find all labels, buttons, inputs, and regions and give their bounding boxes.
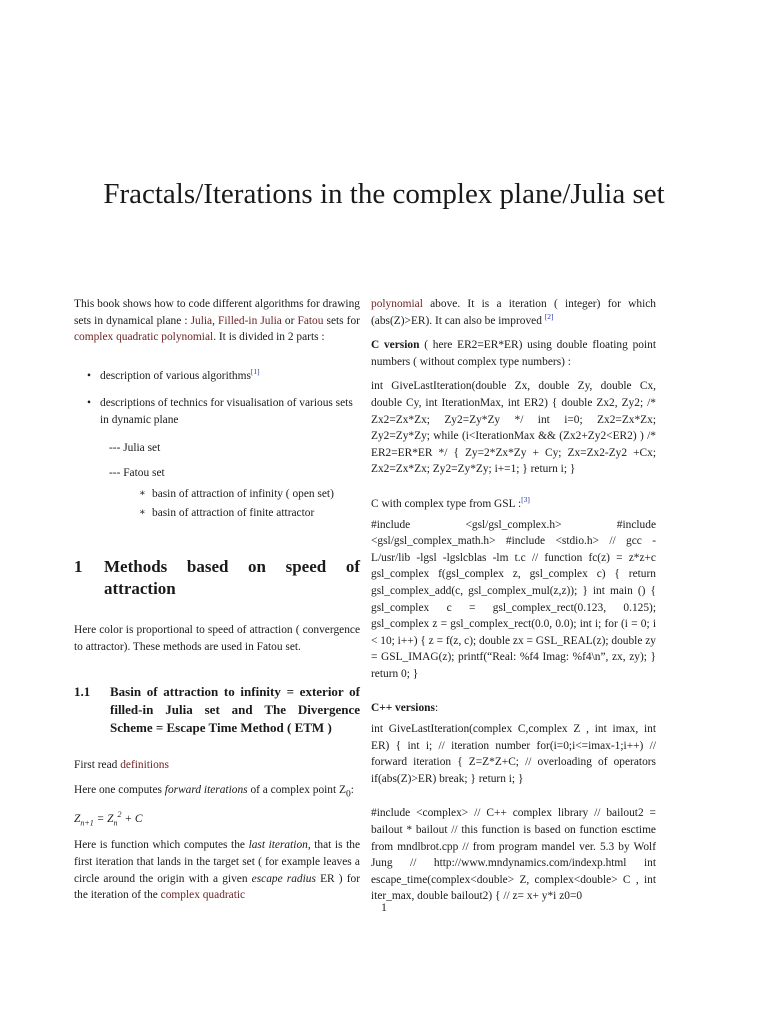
- text-link[interactable]: complex quadratic polynomial: [74, 331, 214, 344]
- section-heading-1: [74, 556, 360, 600]
- emphasis: forward iterations: [164, 783, 248, 796]
- subscript: 0: [345, 789, 351, 799]
- right-column: [371, 296, 656, 913]
- page-number: 1: [381, 902, 387, 914]
- parts-list: [74, 368, 360, 429]
- text-run: . It is divided in 2 parts :: [213, 331, 325, 344]
- text-run: sets for: [323, 314, 360, 327]
- text-run: of a complex point Z: [247, 783, 346, 796]
- sublist-julia-set: --- Julia set: [109, 441, 161, 454]
- text-run: Here one computes: [74, 783, 165, 796]
- list-item: [74, 368, 360, 385]
- text-run: Z: [74, 812, 81, 825]
- sublist-basin-infinity: ∗ basin of attraction of infinity ( open set): [152, 486, 360, 503]
- code-block-c: int GiveLastIteration(double Zx, double Zy, double Cx, double Cy, int IterationMax, int ER2) { double Zx2, Zy2; /* Zx2=Zx*Zx; Zy2=Zy*Zy */ int i=0; Zx2=Zx*Zx; Zy2=Zy*Zy; while (i<IterationMax && (Zx2+Zy2<ER2) ) /* ER2=ER*ER */ { Zy=2*Zx*Zy + Cy; Zx=Zx2-Zy2 +Cx; Zx2=Zx*Zx; Zy2=Zy*Zy; i+=1; } return i; }: [371, 380, 656, 476]
- emphasis: escape radius: [251, 872, 316, 885]
- section-heading-1-1: [74, 683, 360, 737]
- text-run: This book shows how to code different algorithms for drawing sets in dynamical plane :: [74, 298, 360, 327]
- emphasis: last iteration: [248, 839, 308, 852]
- intro-paragraph: [74, 296, 360, 346]
- sublist-fatou-set: --- Fatou set: [109, 467, 165, 480]
- computes-paragraph: [74, 782, 360, 803]
- gsl-intro: [371, 496, 656, 513]
- text-link[interactable]: Filled-in Julia: [218, 314, 282, 327]
- superscript: 2: [117, 809, 122, 819]
- subscript: n: [113, 817, 118, 827]
- iteration-equation: [74, 811, 360, 832]
- text-run: ER ) for the iteration of the: [74, 872, 360, 902]
- continuation-paragraph: [371, 296, 656, 329]
- subsection-number: 1.1: [74, 684, 91, 700]
- list-item: • descriptions of technics for visualisation of various sets in dynamic plane: [74, 395, 360, 428]
- sublist-basin-finite: ∗ basin of attraction of finite attractor: [152, 505, 360, 522]
- section-number: 1: [74, 556, 83, 576]
- subsection-title: Basin of attraction to infinity = exterior of filled-in Julia set and The Divergence Scheme = Escape Time Method ( ETM ): [110, 684, 360, 736]
- bullet-text: description of various algorithms: [100, 369, 251, 382]
- text-link[interactable]: Julia: [190, 314, 213, 327]
- text-run: ,: [212, 314, 219, 327]
- subscript: n+1: [80, 817, 94, 827]
- text-run: above. It is a iteration ( integer) for which (abs(Z)>ER). It can also be improved: [371, 298, 656, 327]
- text-run: + C: [121, 812, 143, 825]
- reference-link[interactable]: [1]: [250, 366, 260, 376]
- definitions-link[interactable]: definitions: [120, 759, 169, 772]
- text-link[interactable]: polynomial: [371, 298, 423, 310]
- section-title: Methods based on speed of attraction: [104, 556, 360, 598]
- text-run: :: [350, 783, 354, 796]
- cpp-colon: :: [434, 702, 439, 715]
- first-read-line: [74, 757, 360, 774]
- cpp-heading: [371, 700, 656, 717]
- section-body: Here color is proportional to speed of attraction ( convergence to attractor). These methods are used in Fatou set.: [74, 623, 360, 653]
- reference-link[interactable]: [2]: [544, 311, 554, 321]
- c-version-paragraph: [371, 337, 656, 370]
- cpp-label: C++ versions: [371, 702, 435, 715]
- gsl-intro-text: C with complex type from GSL :: [371, 497, 522, 510]
- code-block-cpp: int GiveLastIteration(complex C,complex Z , int imax, int ER) { int i; // iteration number for(i=0;i<=imax-1;i++) // forward iteration { Z=Z*Z+C; // overloading of operators if(abs(Z)>ER) break; } return i; }: [371, 723, 656, 785]
- text-run: = Z: [93, 812, 114, 825]
- text-link[interactable]: complex quadratic: [160, 889, 246, 902]
- c-version-label: C version: [371, 339, 420, 352]
- left-column: [74, 296, 360, 912]
- text-run: Here is function which computes the: [74, 839, 249, 852]
- reference-link[interactable]: [3]: [521, 495, 530, 505]
- text-run: or: [281, 314, 298, 327]
- text-link[interactable]: Fatou: [297, 314, 324, 327]
- first-read-text: First read: [74, 759, 121, 772]
- code-block-escape-time: #include <complex> // C++ complex library // bailout2 = bailout * bailout // this function is based on function esctime from mndlbrot.cpp // from program mandel ver. 5.3 by Wolf Jung // http://www.mndynamics.com/indexp.html int escape_time(complex<double> Z, complex<double> C , int iter_max, double bailout2) { // z= x+ y*i z0=0: [371, 807, 656, 903]
- page-title: Fractals/Iterations in the complex plane/Julia set: [103, 178, 665, 210]
- text-run: , that is the first iteration that lands in the target set ( for example leaves a circle around the origin with a given: [74, 839, 361, 885]
- code-block-gsl: #include <gsl/gsl_complex.h> #include <gsl/gsl_complex_math.h> #include <stdio.h> // gcc -L/usr/lib -lgsl -lgslcblas -lm t.c // function fc(z) = z*z+c gsl_complex f(gsl_complex z, gsl_complex c) { return gsl_complex_add(c, gsl_complex_mul(z,z)); } int main () { gsl_complex c = gsl_complex_rect(0.123, 0.125); gsl_complex z = gsl_complex_rect(0.0, 0.0); int i; for (i = 0; i < 10; i++) { z = f(z, c); double zx = GSL_REAL(z); double zy = GSL_IMAG(z); printf(“Real: %f4 Imag: %f4\n”, zx, zy); } return 0; }: [371, 518, 656, 680]
- function-paragraph: [74, 837, 360, 903]
- c-version-text: ( here ER2=ER*ER) using double floating point numbers ( without complex type numbers) :: [371, 339, 656, 368]
